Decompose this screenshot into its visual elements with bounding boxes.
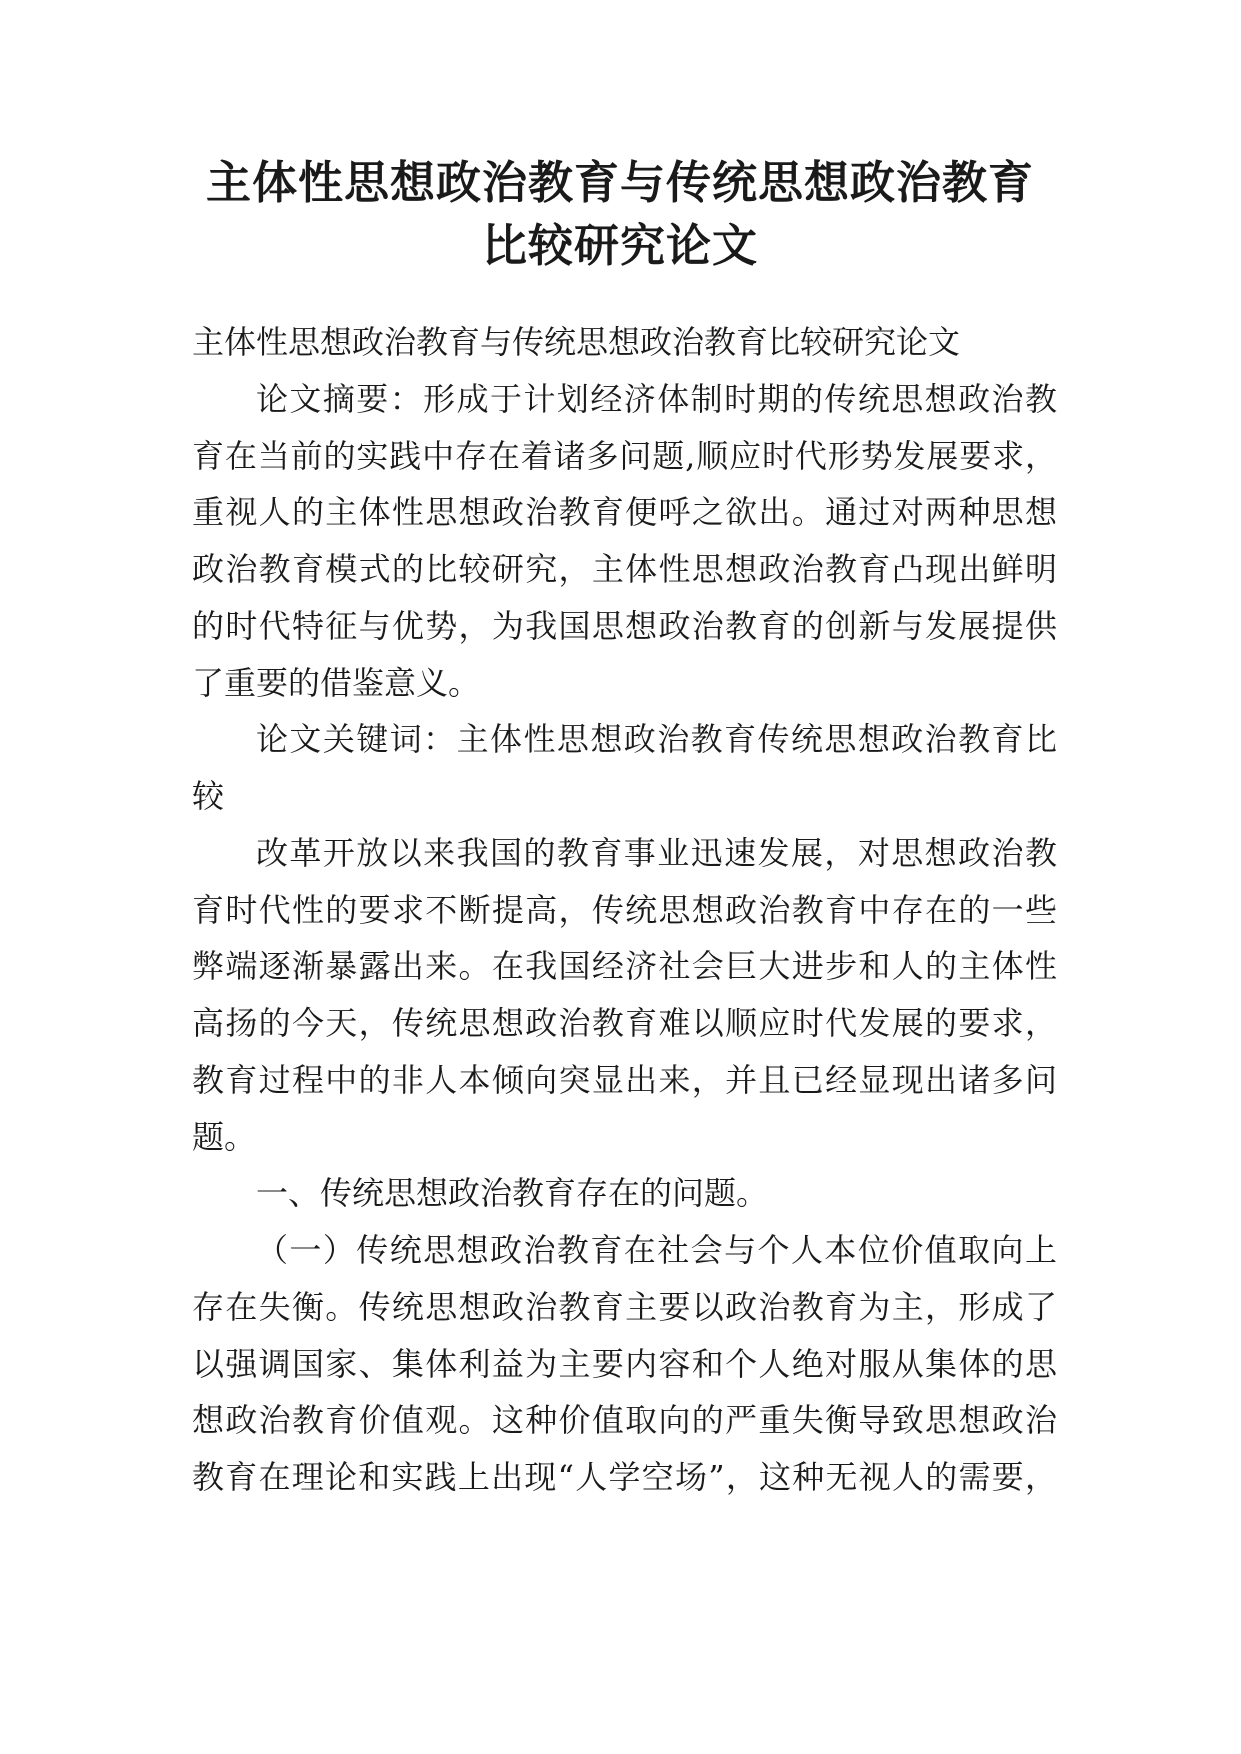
body-line: 题。 bbox=[192, 1117, 257, 1156]
body-line: 的时代特征与优势，为我国思想政治教育的创新与发展提供 bbox=[192, 606, 1057, 645]
body-line: 存在失衡。传统思想政治教育主要以政治教育为主，形成了 bbox=[192, 1287, 1057, 1326]
body-line: 较 bbox=[192, 777, 225, 815]
body-line: 育时代性的要求不断提高，传统思想政治教育中存在的一些 bbox=[192, 890, 1057, 929]
body-line: 主体性思想政治教育与传统思想政治教育比较研究论文 bbox=[192, 323, 961, 361]
body-line: 一、传统思想政治教育存在的问题。 bbox=[256, 1174, 769, 1213]
document-title-line-1: 主体性思想政治教育与传统思想政治教育 bbox=[205, 156, 1034, 209]
body-line: 论文关键词：主体性思想政治教育传统思想政治教育比 bbox=[256, 720, 1057, 759]
body-line: 以强调国家、集体利益为主要内容和个人绝对服从集体的思 bbox=[192, 1344, 1057, 1383]
body-line: 高扬的今天，传统思想政治教育难以顺应时代发展的要求， bbox=[192, 1004, 1057, 1042]
body-line: 论文摘要：形成于计划经济体制时期的传统思想政治教 bbox=[256, 379, 1057, 418]
body-line: 改革开放以来我国的教育事业迅速发展，对思想政治教 bbox=[256, 833, 1057, 872]
document-title-line-2: 比较研究论文 bbox=[481, 219, 758, 272]
body-line: 弊端逐渐暴露出来。在我国经济社会巨大进步和人的主体性 bbox=[192, 947, 1057, 986]
body-line: 了重要的借鉴意义。 bbox=[192, 663, 481, 702]
body-line: 想政治教育价值观。这种价值取向的严重失衡导致思想政治 bbox=[192, 1401, 1057, 1440]
body-line: （一）传统思想政治教育在社会与个人本位价值取向上 bbox=[256, 1231, 1057, 1269]
body-line: 教育过程中的非人本倾向突显出来，并且已经显现出诸多问 bbox=[192, 1060, 1057, 1099]
body-line: 政治教育模式的比较研究，主体性思想政治教育凸现出鲜明 bbox=[192, 550, 1057, 588]
body-line: 教育在理论和实践上出现“人学空场”，这种无视人的需要， bbox=[192, 1458, 1057, 1496]
body-line: 育在当前的实践中存在着诸多问题,顺应时代形势发展要求， bbox=[192, 436, 1057, 475]
body-line: 重视人的主体性思想政治教育便呼之欲出。通过对两种思想 bbox=[192, 493, 1057, 532]
